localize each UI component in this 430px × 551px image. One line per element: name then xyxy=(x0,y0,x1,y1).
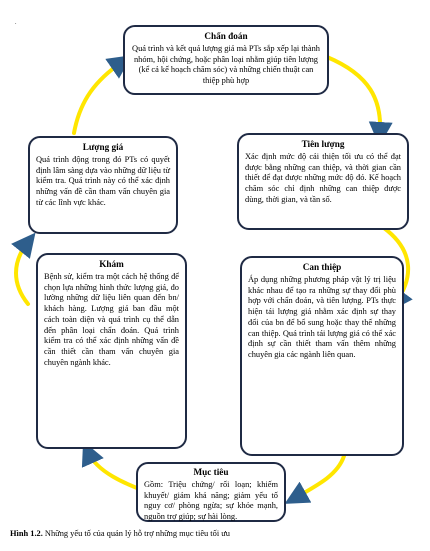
node-title: Tiên lượng xyxy=(301,139,345,149)
node-title: Lượng giá xyxy=(82,142,124,152)
node-text: Áp dụng những phương pháp vật lý trị liệu khác nhau để tạo ra những sự thay đổi phù hợp với chẩn đoán, và tiên lượng. PTs thực hiện tái lượng giá nhằm xác định sự thay đổi của bn để bổ sung hoặc thay thế những can thiệp. Quá trình tái lượng giá có thể xác định sự cần thiết tham vấn thêm những chuyên gia các ngành liên quan. xyxy=(248,274,396,360)
node-title: Khám xyxy=(99,259,124,269)
arrow-chan-doan-to-tien-luong xyxy=(327,57,380,134)
node-title: Chẩn đoán xyxy=(204,31,248,41)
node-text: Bệnh sử, kiểm tra một cách hệ thống để chọn lựa những hình thức lượng giá, đo lường những dữ liệu liên quan đến bn/ khách hàng. Lượng giá ban đầu một cách toàn diện và quá trình cụ thể dẫn đến phân loại chẩn đoán. Quá trình kiểm tra có thể xác định những vấn đề cần thiết cần tham vấn chuyên gia chuyên ngành khác. xyxy=(44,271,179,367)
node-muc-tieu xyxy=(136,462,286,522)
arrow-kham-to-luong-gia xyxy=(16,242,28,304)
arrow-can-thiep-to-muc-tieu xyxy=(295,456,344,498)
node-text: Gồm: Triệu chứng/ rối loạn; khiếm khuyết/ giảm khả năng; giảm yếu tố nguy cơ/ phòng ngừa; sự khỏe mạnh, nguồn trợ giúp; sự hài lòng. xyxy=(144,479,278,522)
caption-text: Những yếu tố của quản lý hỗ trợ những mục tiêu tối ưu xyxy=(42,529,230,538)
node-tien-luong xyxy=(237,133,409,230)
node-chan-doan xyxy=(123,25,329,95)
figure-caption xyxy=(10,529,230,538)
corner-dot: . xyxy=(15,20,17,26)
node-title: Can thiệp xyxy=(302,262,342,272)
node-title: Mục tiêu xyxy=(193,467,229,477)
node-text: Quá trình động trong đó PTs có quyết định lâm sàng dựa vào những dữ liệu từ kiểm tra. Quá trình này có thể xác định những vấn đề cần tham vấn chuyên gia từ các lĩnh vực khác. xyxy=(36,154,170,207)
node-can-thiep xyxy=(240,256,404,456)
arrow-luong-gia-to-chan-doan xyxy=(74,62,122,133)
caption-label: Hình 1.2. xyxy=(10,529,43,538)
node-text: Xác định mức độ cải thiện tối ưu có thể đạt được bằng những can thiệp, và thời gian cần thiết để đạt được những mức độ đó. Kế hoạch chăm sóc chỉ định những can thiệp được dùng, thời gian, và tần số. xyxy=(245,151,401,204)
node-luong-gia xyxy=(28,136,178,234)
node-kham xyxy=(36,253,187,449)
node-text: Quá trình và kết quả lượng giá mà PTs sắp xếp lại thành nhóm, hội chứng, hoặc phân loại nhằm giúp tiên lượng (kể cả kế hoạch chăm sóc) và những chiến thuật can thiệp phù hợp xyxy=(132,43,320,86)
